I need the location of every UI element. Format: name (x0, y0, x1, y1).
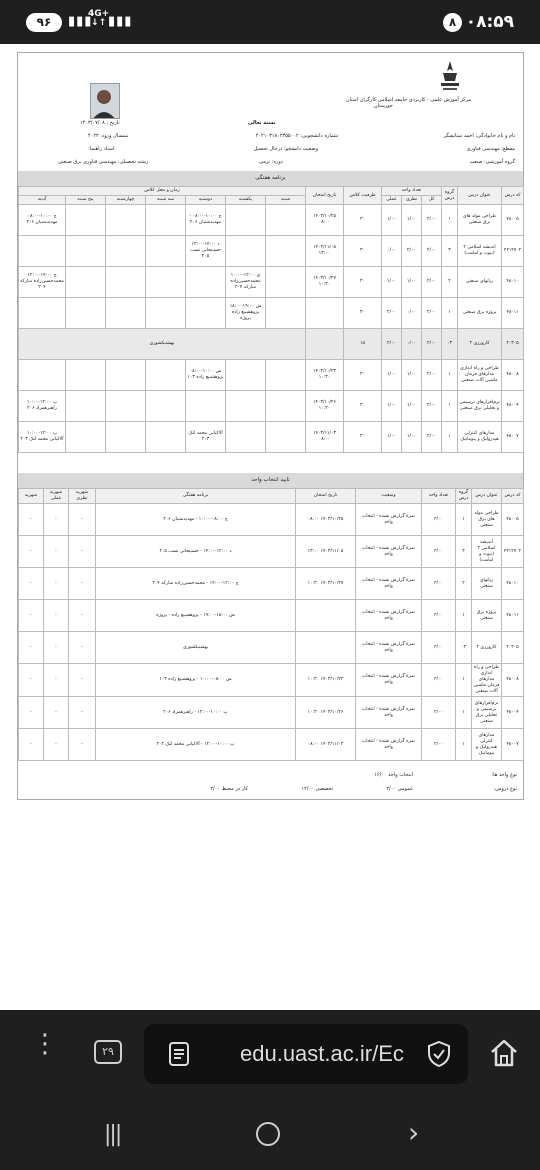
cell-code: ۴۸۰۰۷ (502, 422, 524, 453)
cell-fee: - (44, 536, 69, 568)
cell-units: ۲/۰۰ (422, 600, 456, 632)
cell-code: ۴۸۰۱۱ (502, 600, 524, 632)
cell-units-theory: ۰/۰۰ (402, 329, 422, 360)
cell-code: ۲۰۳۰۵ (502, 329, 524, 360)
col-units-practical: عملی (382, 196, 402, 205)
cell-day (226, 205, 266, 236)
cell-code: ۴۲۱۲۷۰۲ (502, 236, 524, 267)
tabs-button[interactable] (94, 1040, 122, 1064)
col-title: عنوان درس (458, 187, 502, 205)
cell-group: ۱ (456, 600, 472, 632)
tabs-count: ۲۹ (102, 1045, 114, 1058)
address-bar[interactable] (144, 1024, 468, 1084)
table-header-row (19, 489, 524, 504)
student-group: گروه آموزشی: صنعت (469, 159, 515, 165)
cell-day (266, 205, 306, 236)
cell-group: ۱ (456, 729, 472, 761)
special-units: تخصصی ۱۲/۰۰ (301, 786, 333, 792)
cell-units: ۲/۰۰ (422, 504, 456, 536)
cell-capacity: ۳۰ (344, 267, 382, 298)
cell-title: طراحی مولد های برق صنعتی (472, 504, 502, 536)
menu-icon[interactable]: ⋮ (32, 1029, 58, 1059)
cell-code: ۴۸۰۰۵ (502, 205, 524, 236)
cell-fee: - (44, 504, 69, 536)
cell-exam: ۱۴۰۳/۱۰/۲۷ ۱۰:۳۰ (296, 568, 356, 600)
col-day: شنبه (266, 196, 306, 205)
cell-units-practical: ۱/۰۰ (382, 391, 402, 422)
cell-capacity: ۳۰ (344, 422, 382, 453)
page-info-icon[interactable] (168, 1041, 190, 1067)
table-row (19, 504, 524, 536)
cell-units-theory: ۲/۰۰ (402, 236, 422, 267)
cell-weekly: ج ۰۸:۰۰-۱۰:۰۰ - مهدیدشتیان ۲۰۶ (96, 504, 296, 536)
cell-day (19, 236, 66, 267)
cell-group: ۱ (442, 205, 458, 236)
cell-code: ۴۸۰۱۰ (502, 267, 524, 298)
cell-units-practical: ۲/۰۰ (382, 329, 402, 360)
cell-weekly: بهشتیکشوری (96, 632, 296, 664)
cell-fee: - (44, 632, 69, 664)
cell-exam: ۱۴۰۳/۱۰/۲۷ ۱۰:۳۰ (306, 267, 344, 298)
cell-exam: ۱۴۰۳/۱۰/۲۵ ۰۸:۰۰ (306, 205, 344, 236)
cell-fee: - (44, 697, 69, 729)
cell-day: آلاکیانی محمد لنک ۲۰۳ (186, 422, 226, 453)
cell-units-total: ۲/۰۰ (422, 267, 442, 298)
cell-day (19, 360, 66, 391)
cell-units-total: ۲/۰۰ (422, 391, 442, 422)
back-button[interactable]: › (408, 1116, 420, 1149)
cell-status: نمره گزارش نشده - انتخاب واحد (356, 729, 422, 761)
doc-semester: بسته تعالی (248, 120, 276, 126)
cell-fee: - (69, 632, 96, 664)
cell-exam: ۱۴۰۳/۱۰/۲۵ ۰۸:۰۰ (296, 504, 356, 536)
cell-day (19, 298, 66, 329)
org-province: خوزستان (373, 103, 393, 109)
units-type-label: نوع واحد ها: (491, 772, 517, 778)
cell-group: ۱ (442, 391, 458, 422)
cell-code: ۴۸۰۰۴ (502, 697, 524, 729)
cell-units-practical: ۱/۰۰ (382, 360, 402, 391)
col-capacity: ظرفیت کلاس (344, 187, 382, 205)
cell-day (106, 236, 146, 267)
cell-fee: - (69, 568, 96, 600)
cell-units-theory: ۱/۰۰ (402, 360, 422, 391)
cell-capacity: ۳۰ (344, 360, 382, 391)
cell-day: د ۱۴:۰۰-۱۲:۰۰ حسینجانی نسب ۲۰۵ (186, 236, 226, 267)
col-day: یکشنبه (226, 196, 266, 205)
col-day: چهارشنبه (106, 196, 146, 205)
cell-group: ۱ (442, 298, 458, 329)
cell-code: ۴۸۰۰۵ (502, 504, 524, 536)
cell-units: ۲/۰۰ (422, 632, 456, 664)
cell-day (66, 422, 106, 453)
table-row (19, 632, 524, 664)
cell-day (66, 298, 106, 329)
cell-fee: - (19, 600, 44, 632)
col-weekly: برنامه هفتگی (96, 489, 296, 504)
cell-units-practical: ۱/۰۰ (382, 267, 402, 298)
cell-exam: ۱۴۰۳/۱۰/۲۶ ۱۰:۳۰ (296, 697, 356, 729)
cell-units: ۲/۰۰ (422, 536, 456, 568)
cell-capacity: ۳۰ (344, 205, 382, 236)
col-title: عنوان درس (472, 489, 502, 504)
cell-title: طراحی مولد های برق صنعتی (458, 205, 502, 236)
units-selected: انتخاب واحد ۱۶/۰۰ (374, 772, 413, 778)
col-units: تعداد واحد (382, 187, 442, 196)
col-units-total: کل (422, 196, 442, 205)
cell-group: ۱ (442, 360, 458, 391)
col-code: کد درس (502, 187, 524, 205)
student-name: نام و نام خانوادگی: احمد ستایشگر (443, 133, 515, 139)
clock: ۰۸:۵۹ (465, 12, 514, 32)
cell-title: رباتهای صنعتی (458, 267, 502, 298)
cell-title: طراحی و راه اندازی مدارهای فرمان ماشین آلات صنعتی (458, 360, 502, 391)
cell-status: نمره گزارش نشده - انتخاب واحد (356, 504, 422, 536)
cell-units: ۲/۰۰ (422, 697, 456, 729)
cell-group: ۳ (456, 536, 472, 568)
table-row (19, 536, 524, 568)
cell-code: ۴۸۰۱۰ (502, 568, 524, 600)
cell-day (66, 267, 106, 298)
cell-title: پروژه برق صنعتی (472, 600, 502, 632)
table-row (19, 729, 524, 761)
table-row (19, 267, 524, 298)
cell-title: پروژه برق صنعتی (458, 298, 502, 329)
student-level: مقطع: مهندسی فناوری (466, 146, 515, 152)
cell-day (226, 422, 266, 453)
cell-exam: ۱۴۰۳/۱۰/۲۶ ۱۰:۳۰ (306, 391, 344, 422)
university-logo-icon (433, 59, 467, 93)
cell-day (106, 422, 146, 453)
col-fee-practical: شهریه عملی (44, 489, 69, 504)
cell-code: ۴۸۰۰۴ (502, 391, 524, 422)
cell-exam (306, 329, 344, 360)
web-page (0, 44, 540, 1010)
cell-status: نمره گزارش نشده - انتخاب واحد (356, 632, 422, 664)
cell-day (106, 267, 146, 298)
cell-day: پ ۱۲:۰۰-۱۰:۰۰ راهبرهمزاد ۲۰۶ (19, 391, 66, 422)
table-row (19, 664, 524, 697)
network-type: 4G+ ↓↑ (88, 9, 110, 28)
cell-group: ۱ (456, 664, 472, 697)
cell-fee: - (19, 697, 44, 729)
cell-title: مدارهای کنترلی هیدرولیک و پنوماتیک (472, 729, 502, 761)
cell-day (226, 391, 266, 422)
cell-status: نمره گزارش نشده - انتخاب واحد (356, 697, 422, 729)
cell-fee: - (44, 729, 69, 761)
study-major: رشته تحصیلی: مهندسی فناوری برق صنعتی (58, 159, 149, 165)
cell-day: ج ۱۰:۰۰-۰۸:۰۰ - مهدیدشتیان ۲۰۶ (186, 205, 226, 236)
selection-confirm-table (18, 488, 524, 761)
cell-day (146, 422, 186, 453)
col-exam: تاریخ امتحان (296, 489, 356, 504)
cell-exam: ۱۴۰۳/۱۰/۲۳ ۱۰:۳۰ (296, 664, 356, 697)
cell-day (146, 298, 186, 329)
cell-weekly: س ۰۸:۰۰-۱۰:۰۰ - پژوهشیبع زاده ۱۰۳ (96, 664, 296, 697)
cell-title: نرم‌افزارهای ترسیمی و تحلیلی برق صنعتی (472, 697, 502, 729)
cell-units: ۲/۰۰ (422, 729, 456, 761)
cell-day (146, 267, 186, 298)
weekly-section-title: برنامه هفتگی (18, 171, 523, 186)
cell-day (266, 360, 306, 391)
home-icon[interactable] (488, 1038, 520, 1068)
cell-capacity: ۳۰ (344, 236, 382, 267)
registration-document (17, 52, 524, 800)
cell-units-total: ۲/۰۰ (422, 205, 442, 236)
table-row (19, 360, 524, 391)
cell-day (146, 360, 186, 391)
cell-units-practical: ۰/۰۰ (382, 236, 402, 267)
signal-icon-2: ▮▮▮ (108, 14, 133, 29)
cell-status: نمره گزارش نشده - انتخاب واحد (356, 664, 422, 697)
cell-day (226, 360, 266, 391)
col-day: دوشنبه (186, 196, 226, 205)
table-row (19, 391, 524, 422)
cell-units-theory: ۱/۰۰ (402, 205, 422, 236)
table-row (19, 697, 524, 729)
col-day: آدینه (19, 196, 66, 205)
cell-day (66, 360, 106, 391)
cell-code: ۴۸۰۰۸ (502, 664, 524, 697)
cell-units-total: ۲/۰۰ (422, 236, 442, 267)
cell-units-theory: ۰/۰۰ (402, 298, 422, 329)
cell-exam (306, 298, 344, 329)
cell-day (186, 298, 226, 329)
cell-day: ج ۱۰:۰۰-۰۸:۰۰ مهدیدشتیان ۲۰۶ (19, 205, 66, 236)
col-group: گروه درس (442, 187, 458, 205)
cell-day (146, 236, 186, 267)
cell-units-theory: ۱/۰۰ (402, 422, 422, 453)
cell-capacity: ۱۵ (344, 329, 382, 360)
col-fee-theory: شهریه نظری (69, 489, 96, 504)
cell-units-total: ۲/۰۰ (422, 329, 442, 360)
notification-badge: ۸ (443, 13, 462, 32)
browser-bottom-bar (0, 1010, 540, 1170)
cell-exam (296, 632, 356, 664)
cell-group: ۳ (442, 236, 458, 267)
table-row (19, 422, 524, 453)
cell-title: کارورزی ۲ (458, 329, 502, 360)
cell-exam: ۱۴۰۳/۱۰/۲۳ ۱۰:۳۰ (306, 360, 344, 391)
cell-code: ۴۸۰۰۸ (502, 360, 524, 391)
col-units-theory: نظری (402, 196, 422, 205)
cell-group: ۱ (456, 697, 472, 729)
cell-day (66, 391, 106, 422)
cell-day (266, 422, 306, 453)
col-units: تعداد واحد (422, 489, 456, 504)
cell-units-practical: ۱/۰۰ (382, 422, 402, 453)
cell-day (66, 236, 106, 267)
cell-day (146, 391, 186, 422)
col-time-place: زمان و محل کلاس (19, 187, 306, 196)
cell-day (266, 391, 306, 422)
recent-apps-button[interactable]: ||| (104, 1122, 121, 1147)
cell-weekly: ش ۱۸:۰۰-۱۹:۰۰ - پژوهشیبع زاده - پروژه (96, 600, 296, 632)
cell-exam: ۱۴۰۳/۱۱/۰۳ ۰۸:۰۰ (296, 729, 356, 761)
cell-day (106, 391, 146, 422)
cell-day (106, 298, 146, 329)
doc-date: تاریخ : ۱۴۰۳/۰۷/۰۸ (80, 120, 120, 126)
cell-status: نمره گزارش نشده - انتخاب واحد (356, 536, 422, 568)
cell-fee: - (69, 729, 96, 761)
student-photo (90, 83, 120, 119)
cell-title: مدارهای کنترلی هیدرولیک و پنوماتیک (458, 422, 502, 453)
cell-day (66, 205, 106, 236)
cell-day (266, 236, 306, 267)
table-row (19, 205, 524, 236)
cell-weekly: ج ۱۲:۰۰-۱۴:۰۰ - محمدحسین‌زاده مبارکه ۲۰۴ (96, 568, 296, 600)
cell-exam: ۱۴۰۳/۱۱/۰۵ ۱۳:۰۰ (296, 536, 356, 568)
weekly-schedule-table (18, 186, 524, 453)
student-status: وضعیت دانشجو: درحال تحصیل (253, 146, 318, 152)
confirm-section-title: تایید انتخاب واحد (18, 473, 523, 488)
cell-title: اندیشه اسلامی ۲ (نبوت و امامت) (472, 536, 502, 568)
col-fee: شهریه (19, 489, 44, 504)
cell-group: ۲ (442, 267, 458, 298)
table-row (19, 568, 524, 600)
shield-check-icon[interactable] (426, 1040, 452, 1068)
study-period: دوره: ترمی (259, 159, 283, 165)
col-group: گروه درس (456, 489, 472, 504)
org-name: مرکز آموزش علمی - کاربردی جامعه اسلامی کارگران استان (345, 97, 471, 103)
cell-schedule: بهشتیکشوری (19, 329, 306, 360)
home-button[interactable] (256, 1122, 280, 1146)
entry-term: نیمسال ورود: ۴۰۲۲ (88, 133, 129, 139)
cell-fee: - (19, 729, 44, 761)
col-status: وضعیت (356, 489, 422, 504)
cell-units-total: ۲/۰۰ (422, 422, 442, 453)
cell-day (266, 298, 306, 329)
table-row (19, 236, 524, 267)
avatar (90, 84, 119, 119)
cell-exam (296, 600, 356, 632)
cell-title: کارورزی ۲ (472, 632, 502, 664)
cell-day (106, 360, 146, 391)
table-header-row (19, 187, 524, 196)
cell-fee: - (69, 697, 96, 729)
table-row (19, 298, 524, 329)
cell-units: ۲/۰۰ (422, 568, 456, 600)
cell-fee: - (44, 568, 69, 600)
url-text: edu.uast.ac.ir/Ec (240, 1041, 404, 1066)
cell-day: ی ۱۲:۰۰-۱۰:۰۰ محمدحسین‌زاده مبارکه ۲۰۴ (226, 267, 266, 298)
cell-fee: - (44, 600, 69, 632)
cell-group: ۰۳ (442, 329, 458, 360)
status-bar (0, 0, 540, 44)
cell-fee: - (19, 504, 44, 536)
cell-fee: - (69, 600, 96, 632)
cell-code: ۴۸۰۰۷ (502, 729, 524, 761)
table-row (19, 600, 524, 632)
cell-day (186, 267, 226, 298)
cell-day (106, 205, 146, 236)
cell-group: ۰۳ (456, 632, 472, 664)
table-row (19, 329, 524, 360)
cell-group: ۱ (456, 504, 472, 536)
cell-units-theory: ۱/۰۰ (402, 267, 422, 298)
cell-title: طراحی و راه اندازی مدارهای فرمان ماشین آلات صنعتی (472, 664, 502, 697)
cell-units: ۲/۰۰ (422, 664, 456, 697)
cell-title: نرم‌افزارهای ترسیمی و تحلیلی برق صنعتی (458, 391, 502, 422)
cell-fee: - (69, 664, 96, 697)
cell-day: س ۱۰:۰۰-۰۸:۰۰ پژوهشیبع زاده ۱۰۳ (186, 360, 226, 391)
col-code: کد درس (502, 489, 524, 504)
cell-day: ج ۱۴:۰۰-۱۲:۰۰ محمدحسین‌زاده مبارکه ۲۰۴ (19, 267, 66, 298)
cell-units-total: ۲/۰۰ (422, 360, 442, 391)
cell-exam: ۱۴۰۳/۱۱/۰۵ ۱۳:۰۰ (306, 236, 344, 267)
cell-day (266, 267, 306, 298)
signal-icon: ▮▮▮ (68, 14, 93, 29)
cell-status: نمره گزارش نشده - انتخاب واحد (356, 568, 422, 600)
cell-weekly: د ۱۲:۰۰-۱۴:۰۰ - حسینجانی نسب ۲۰۵ (96, 536, 296, 568)
course-type-label: نوع دروس: (493, 786, 517, 792)
cell-day (146, 205, 186, 236)
student-id: شماره دانشجویی: ۴۰۲۱۰۳۱۸۰۲۳۵۵۰۰۲ (255, 133, 338, 139)
cell-capacity: ۳۰ (344, 298, 382, 329)
cell-code: ۴۸۰۱۱ (502, 298, 524, 329)
cell-fee: - (69, 536, 96, 568)
cell-day: پ ۱۲:۰۰-۱۰:۰۰ آلاکیانی محمد لنک ۲۰۳ (19, 422, 66, 453)
cell-day (186, 391, 226, 422)
col-day: سه شنبه (146, 196, 186, 205)
cell-fee: - (69, 504, 96, 536)
cell-units-total: ۲/۰۰ (422, 298, 442, 329)
cell-code: ۴۲۱۲۷۰۲ (502, 536, 524, 568)
battery-indicator: ۹۶ (26, 13, 62, 32)
field-work-units: کار در محیط ۲/۰۰ (210, 786, 248, 792)
cell-fee: - (19, 664, 44, 697)
cell-group: ۱ (442, 422, 458, 453)
cell-title: رباتهای صنعتی (472, 568, 502, 600)
cell-day (226, 236, 266, 267)
cell-fee: - (19, 568, 44, 600)
cell-status: نمره گزارش نشده - انتخاب واحد (356, 600, 422, 632)
cell-capacity: ۳۰ (344, 391, 382, 422)
cell-fee: - (19, 536, 44, 568)
general-units: عمومی ۲/۰۰ (386, 786, 413, 792)
col-day: پنج شنبه (66, 196, 106, 205)
cell-exam: ۱۴۰۳/۱۱/۰۳ ۰۸:۰۰ (306, 422, 344, 453)
cell-group: ۲ (456, 568, 472, 600)
cell-day: ش ۱۹:۰۰-۱۸:۰۰ پژوهشیبع زاده پروژه (226, 298, 266, 329)
cell-code: ۲۰۳۰۵ (502, 632, 524, 664)
col-exam: تاریخ امتحان (306, 187, 344, 205)
cell-units-practical: ۲/۰۰ (382, 298, 402, 329)
cell-fee: - (44, 664, 69, 697)
cell-title: اندیشه اسلامی ۲ (نبوت و امامت) (458, 236, 502, 267)
cell-fee: - (19, 632, 44, 664)
cell-weekly: پ ۱۰:۰۰-۱۲:۰۰ - راهبرهمزاد ۲۰۶ (96, 697, 296, 729)
cell-units-theory: ۱/۰۰ (402, 391, 422, 422)
cell-weekly: پ ۱۰:۰۰-۱۲:۰۰ - آلاکیانی محمد لنک ۲۰۳ (96, 729, 296, 761)
cell-units-practical: ۱/۰۰ (382, 205, 402, 236)
advisor: استاد راهنما: (88, 146, 115, 152)
